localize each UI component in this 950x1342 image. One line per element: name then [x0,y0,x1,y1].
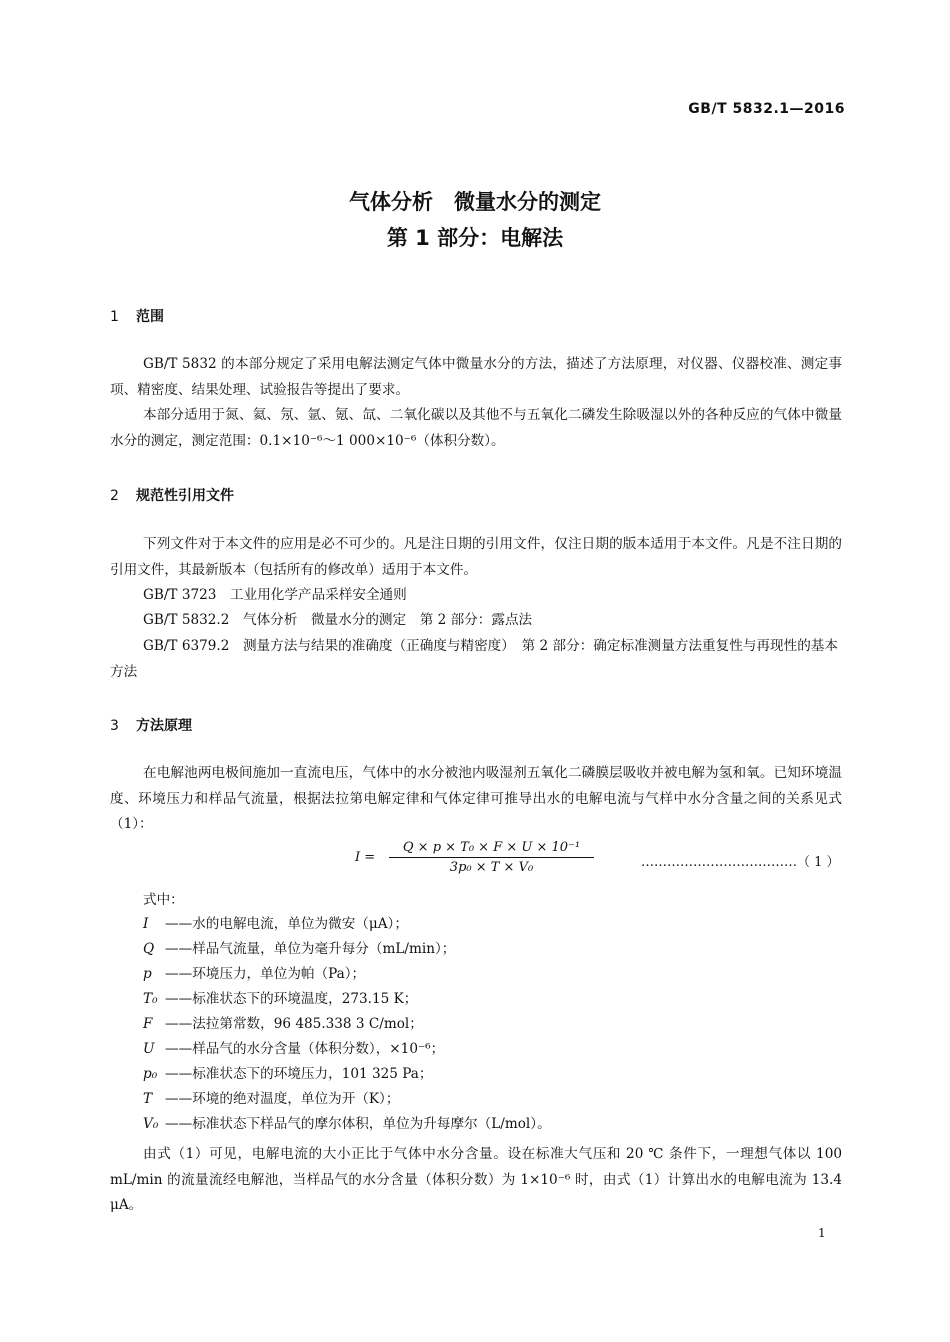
symbol: I [143,916,149,932]
formula-fraction [389,840,594,875]
document-subtitle: 第 1 部分：电解法 [386,226,564,250]
section-number: 3 [110,718,119,734]
definition-text: ——法拉第常数，96 485.338 3 C/mol； [165,1016,423,1032]
section-2-heading [110,485,234,505]
symbol: V₀ [143,1116,159,1132]
symbol: Q [143,941,155,957]
definition-row [143,1037,551,1062]
definition-row [143,1087,551,1112]
symbol-definitions [143,912,551,1137]
definition-text: ——标准状态下的环境温度，273.15 K； [165,991,418,1007]
formula-denominator: 3p₀ × T × V₀ [449,860,534,875]
section-3-paragraph-1: 在电解池两电极间施加一直流电压，气体中的水分被池内吸湿剂五氧化二磷膜层吸收并被电解为氢和氧。已知环境温度、环境压力和样品气流量，根据法拉第电解定律和气体定律可推导出水的电解电流与气样中水分含量之间的关系见式（1）： [110,765,842,832]
document-title: 气体分析 微量水分的测定 [349,190,601,214]
section-1-heading [110,306,164,326]
symbol: p₀ [143,1066,158,1082]
symbol: U [143,1041,155,1057]
where-label: 式中： [143,892,184,908]
section-1-paragraph-1: GB/T 5832 的本部分规定了采用电解法测定气体中微量水分的方法，描述了方法原理，对仪器、仪器校准、测定事项、精密度、结果处理、试验报告等提出了要求。 [110,356,842,398]
page-number: 1 [818,1226,826,1240]
definition-text: ——水的电解电流，单位为微安（μA）； [165,916,408,932]
definition-text: ——标准状态下的环境压力，101 325 Pa； [165,1066,433,1082]
section-3-heading [110,715,192,735]
definition-row [143,962,551,987]
symbol: p [143,966,152,982]
definition-row [143,1112,551,1137]
definition-row [143,937,551,962]
section-number: 1 [110,309,119,325]
symbol: T₀ [143,991,158,1007]
definition-text: ——环境的绝对温度，单位为开（K）； [165,1091,400,1107]
definition-row [143,987,551,1012]
equation-number: ………………………………（ 1 ） [641,855,840,870]
formula-lhs: I = [355,850,376,865]
section-title: 范围 [136,309,164,325]
definition-row [143,1062,551,1087]
symbol: F [143,1016,153,1032]
standard-number: GB/T 5832.1—2016 [688,101,845,117]
definition-row [143,1012,551,1037]
reference-item: GB/T 5832.2 气体分析 微量水分的测定 第 2 部分：露点法 [143,612,533,628]
definition-text: ——环境压力，单位为帕（Pa）； [165,966,366,982]
section-number: 2 [110,488,119,504]
section-2-paragraph-1: 下列文件对于本文件的应用是必不可少的。凡是注日期的引用文件，仅注日期的版本适用于本文件。凡是不注日期的引用文件，其最新版本（包括所有的修改单）适用于本文件。 [110,536,842,578]
section-title: 方法原理 [136,718,192,734]
reference-item: GB/T 6379.2 测量方法与结果的准确度（正确度与精密度） 第 2 部分：确定标准测量方法重复性与再现性的基本方法 [110,638,838,680]
definition-text: ——样品气的水分含量（体积分数），×10⁻⁶； [165,1041,445,1057]
definition-row [143,912,551,937]
section-3-paragraph-2: 由式（1）可见，电解电流的大小正比于气体中水分含量。设在标准大气压和 20 ℃ 条件下，一理想气体以 100 mL/min 的流量流经电解池，当样品气的水分含量（体积分数）为 1×10⁻⁶ 时，由式（1）计算出水的电解电流为 13.4 μA。 [110,1146,842,1213]
definition-text: ——样品气流量，单位为毫升每分（mL/min）； [165,941,456,957]
definition-text: ——标准状态下样品气的摩尔体积，单位为升每摩尔（L/mol）。 [165,1116,551,1132]
section-title: 规范性引用文件 [136,488,234,504]
reference-item: GB/T 3723 工业用化学产品采样安全通则 [143,587,407,603]
formula-numerator: Q × p × T₀ × F × U × 10⁻¹ [389,840,594,858]
section-1-paragraph-2: 本部分适用于氮、氦、氖、氩、氪、氙、二氧化碳以及其他不与五氧化二磷发生除吸湿以外的各种反应的气体中微量水分的测定，测定范围：0.1×10⁻⁶～1 000×10⁻⁶（体积分数）。 [110,407,842,449]
symbol: T [143,1091,153,1107]
